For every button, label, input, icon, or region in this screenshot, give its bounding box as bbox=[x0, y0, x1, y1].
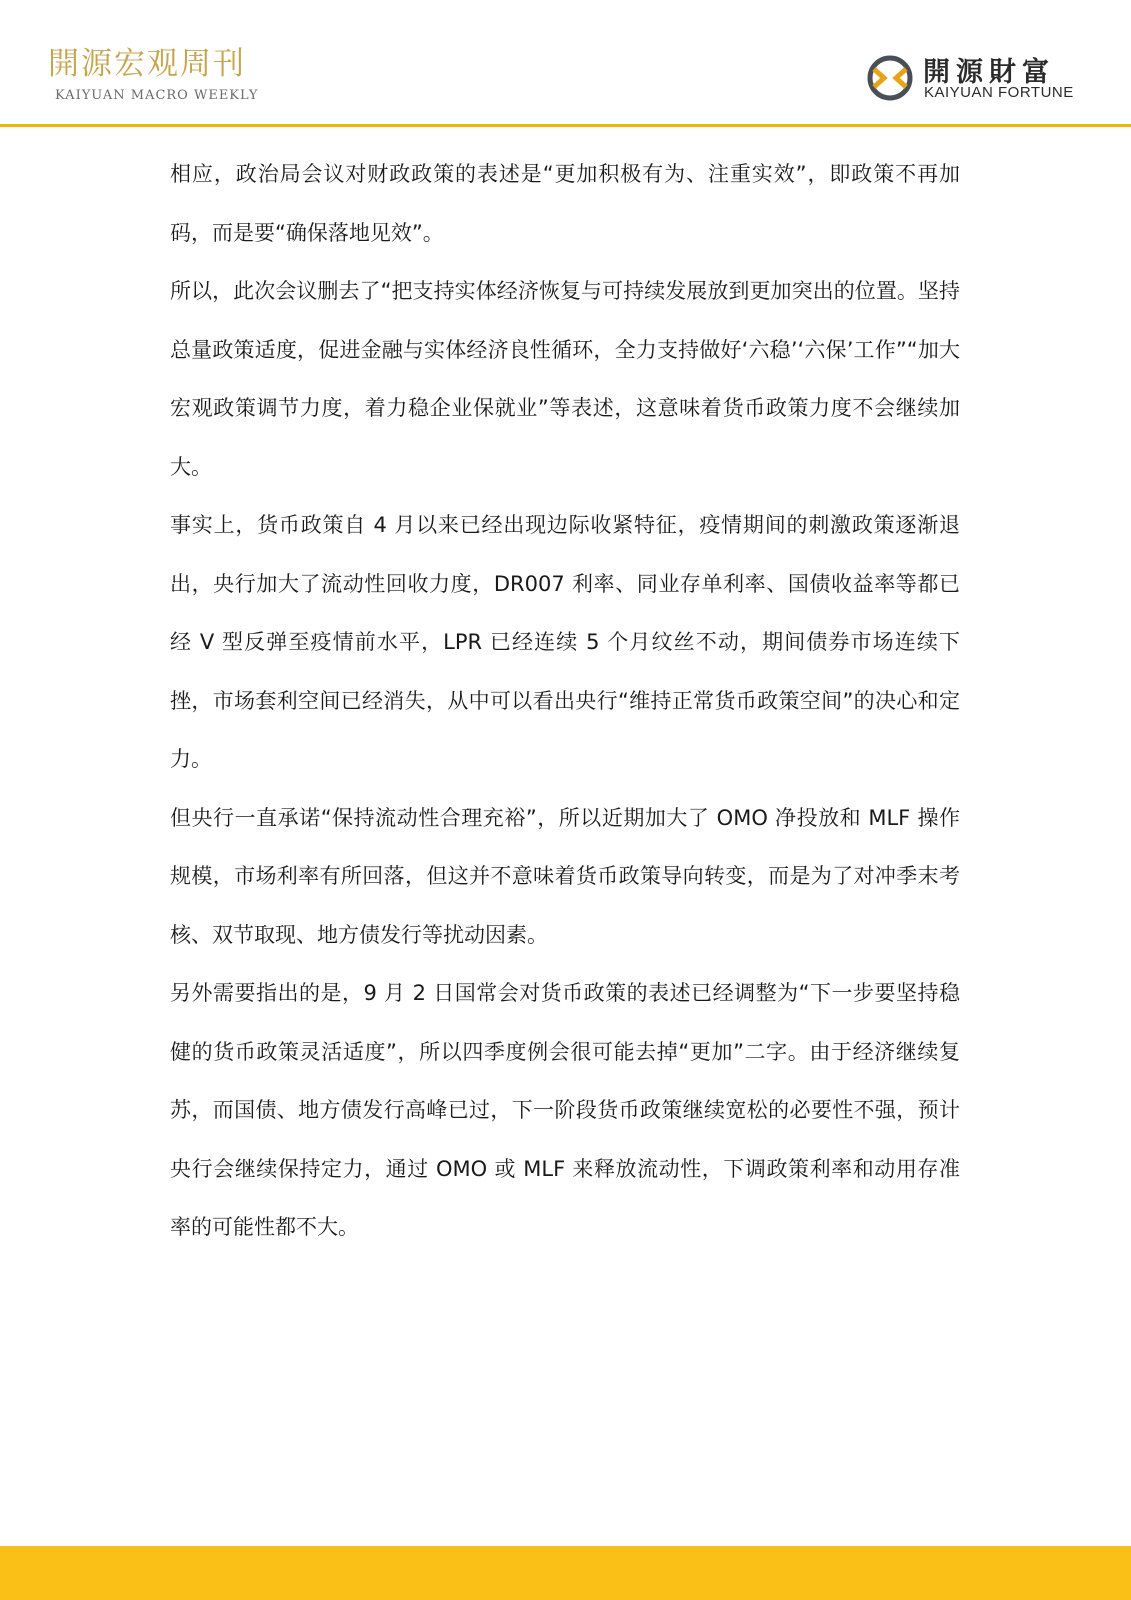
paragraph-1: 相应，政治局会议对财政政策的表述是“更加积极有为、注重实效”，即政策不再加码，而是要“确保落地见效”。 bbox=[170, 162, 960, 245]
paragraph-4: 但央行一直承诺“保持流动性合理充裕”，所以近期加大了 OMO 净投放和 MLF 操作规模，市场利率有所回落，但这并不意味着货币政策导向转变，而是为了对冲季末考核、双节取现、地方债发行等扰动因素。 bbox=[170, 805, 960, 947]
paragraph-2: 所以，此次会议删去了“把支持实体经济恢复与可持续发展放到更加突出的位置。坚持总量政策适度，促进金融与实体经济良性循环，全力支持做好‘六稳’‘六保’工作”“加大宏观政策调节力度，着力稳企业保就业”等表述，这意味着货币政策力度不会继续加大。 bbox=[170, 279, 960, 479]
logo-chinese-name: 開源財富 bbox=[923, 57, 1055, 88]
article-body bbox=[170, 145, 960, 1257]
publication-title: 開源宏观周刊 bbox=[48, 46, 246, 82]
header-divider bbox=[0, 124, 1131, 127]
company-logo bbox=[865, 52, 1085, 108]
paragraph-5: 另外需要指出的是，9 月 2 日国常会对货币政策的表述已经调整为“下一步要坚持稳健的货币政策灵活适度”，所以四季度例会很可能去掉“更加”二字。由于经济继续复苏，而国债、地方债发行高峰已过，下一阶段货币政策继续宽松的必要性不强，预计央行会继续保持定力，通过 OMO 或 MLF 来释放流动性，下调政策利率和动用存准率的可能性都不大。 bbox=[170, 981, 960, 1239]
publication-subtitle: KAIYUAN MACRO WEEKLY bbox=[55, 88, 259, 103]
logo-english-name: KAIYUAN FORTUNE bbox=[924, 84, 1074, 101]
footer-bar bbox=[0, 1546, 1131, 1600]
kaiyuan-logo-icon bbox=[865, 53, 915, 103]
paragraph-3: 事实上，货币政策自 4 月以来已经出现边际收紧特征，疫情期间的刺激政策逐渐退出，央行加大了流动性回收力度，DR007 利率、同业存单利率、国债收益率等都已经 V 型反弹至疫情前水平，LPR 已经连续 5 个月纹丝不动，期间债券市场连续下挫，市场套利空间已经消失，从中可以看出央行“维持正常货币政策空间”的决心和定力。 bbox=[170, 513, 960, 771]
page-header bbox=[0, 0, 1131, 126]
